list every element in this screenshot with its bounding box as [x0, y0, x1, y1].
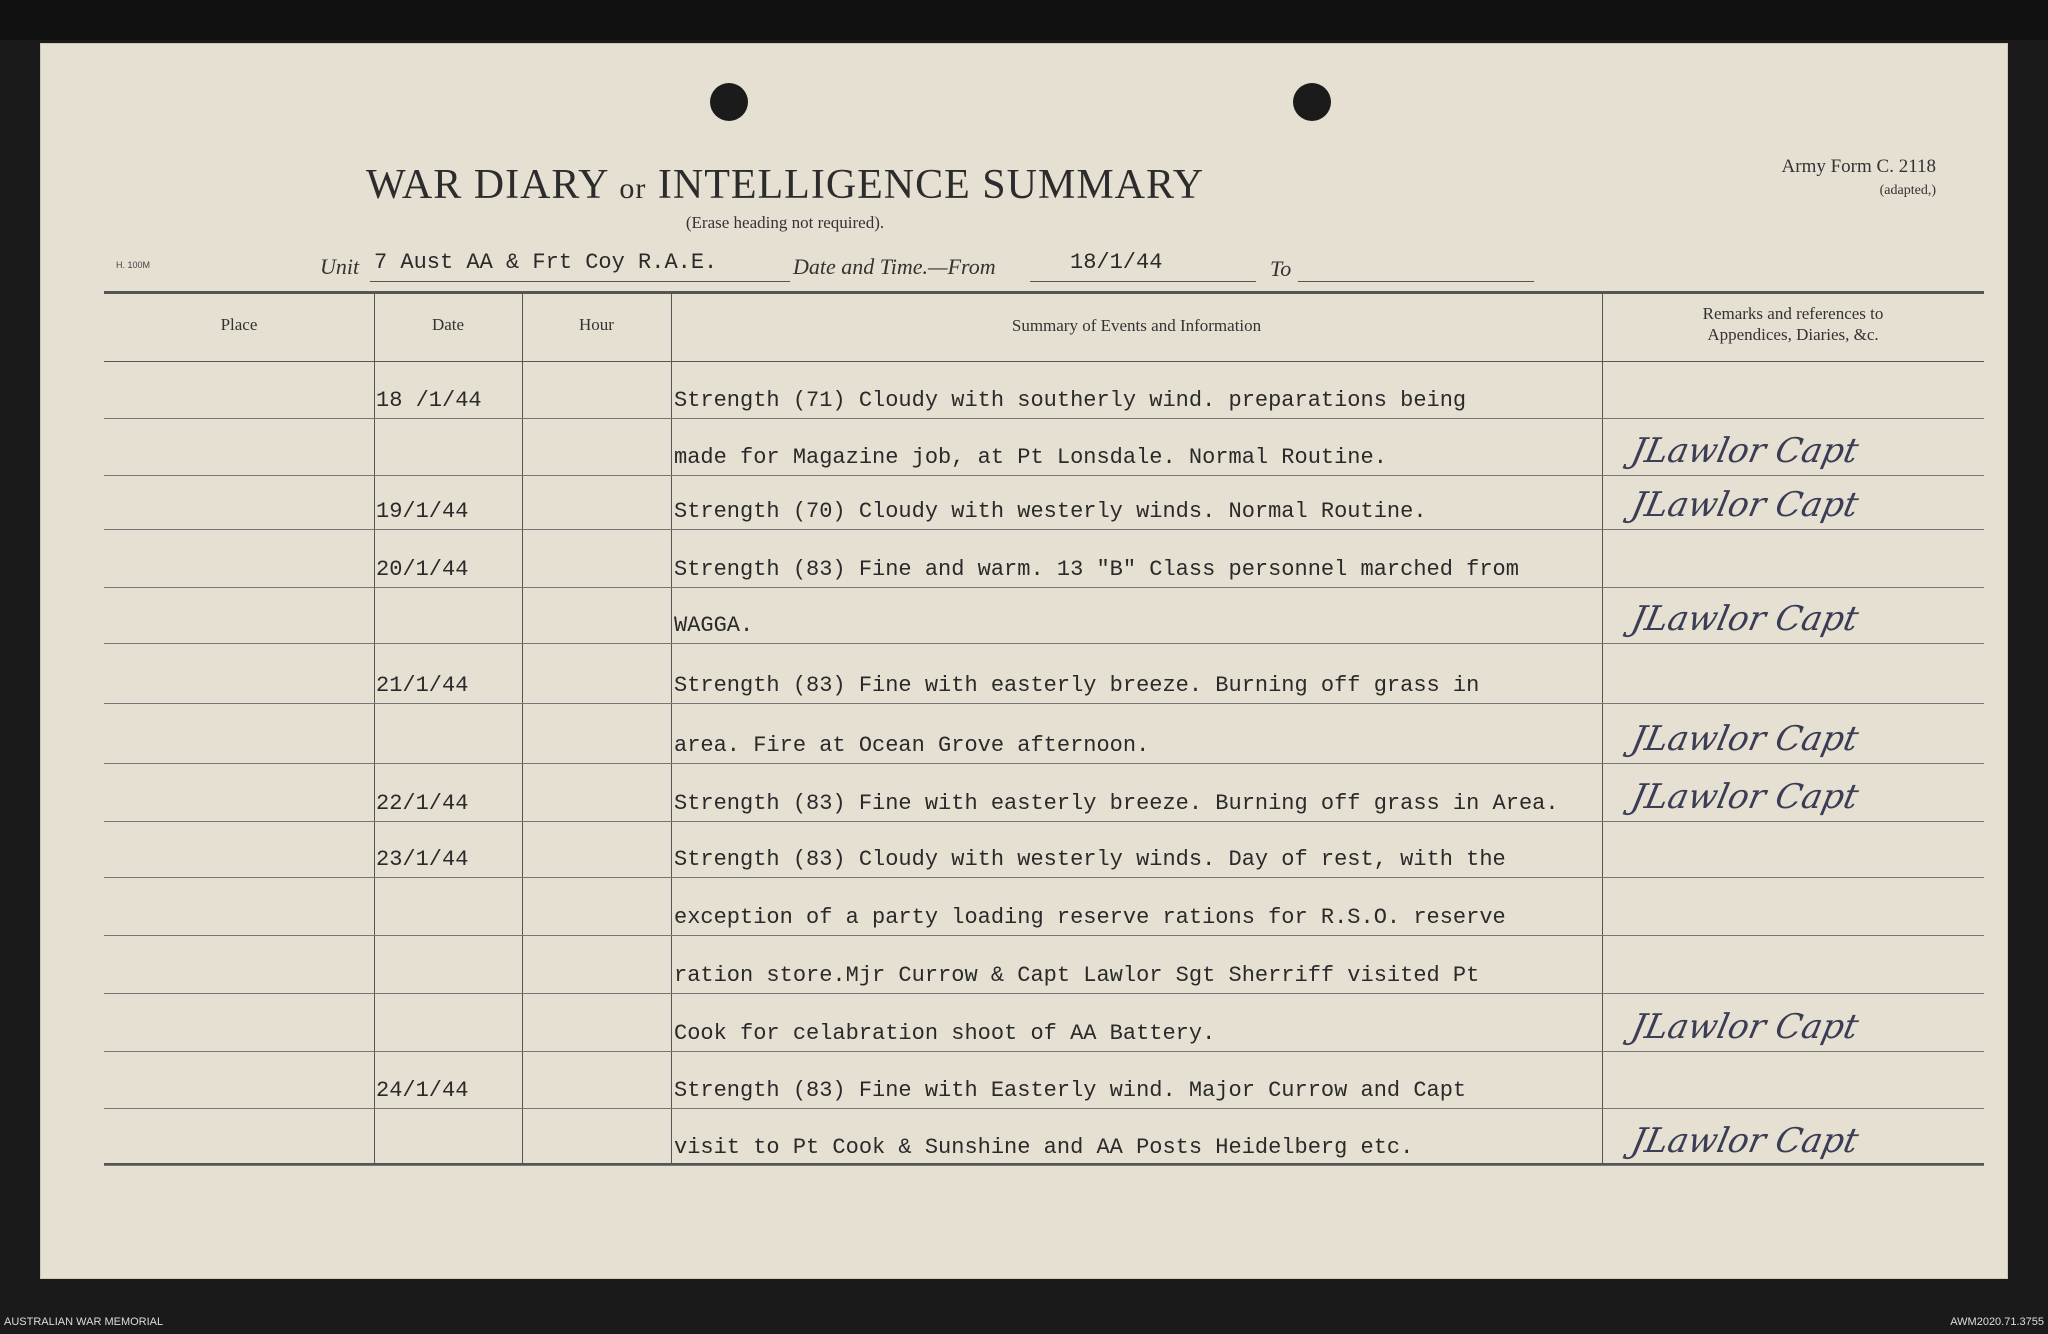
row-rule: [104, 935, 1984, 936]
unit-value: 7 Aust AA & Frt Coy R.A.E.: [374, 250, 718, 275]
col-divider-place: [374, 293, 375, 1163]
row-rule: [104, 993, 1984, 994]
row-rule: [104, 821, 1984, 822]
row-summary: WAGGA.: [674, 613, 754, 638]
row-date: 21/1/44: [376, 673, 469, 698]
row-date: 20/1/44: [376, 557, 469, 582]
row-rule: [104, 418, 1984, 419]
row-date: 18 /1/44: [376, 388, 482, 413]
army-form-label: [1782, 155, 1936, 203]
row-rule: [104, 763, 1984, 764]
row-signature: JLawlor Capt: [1627, 599, 1862, 639]
row-summary: made for Magazine job, at Pt Lonsdale. Normal Routine.: [674, 445, 1387, 470]
row-summary: area. Fire at Ocean Grove afternoon.: [674, 733, 1150, 758]
header-summary: Summary of Events and Information: [1011, 316, 1262, 335]
row-signature: JLawlor Capt: [1627, 1007, 1862, 1047]
row-summary: Strength (83) Fine with easterly breeze. Burning off grass in Area.: [674, 791, 1559, 816]
to-label: To: [1270, 256, 1292, 281]
row-summary: Cook for celabration shoot of AA Battery.: [674, 1021, 1216, 1046]
col-divider-summary: [1602, 293, 1603, 1163]
date-from-value: 18/1/44: [1070, 250, 1163, 275]
footer-right: AWM2020.71.3755: [1950, 1316, 2044, 1328]
date-underline: [1030, 281, 1256, 282]
row-summary: Strength (71) Cloudy with southerly wind. preparations being: [674, 388, 1467, 413]
header-remarks-line1: Remarks and references to: [1702, 304, 1884, 323]
subtitle: (Erase heading not required).: [685, 213, 885, 232]
row-rule: [104, 587, 1984, 588]
row-rule: [104, 1108, 1984, 1109]
row-summary: Strength (83) Fine and warm. 13 "B" Class personnel marched from: [674, 557, 1519, 582]
row-signature: JLawlor Capt: [1627, 1121, 1862, 1161]
row-rule: [104, 1051, 1984, 1052]
punch-hole-left: [710, 83, 748, 121]
diary-sheet: [40, 43, 2008, 1279]
row-date: 19/1/44: [376, 499, 469, 524]
row-summary: Strength (70) Cloudy with westerly winds. Normal Routine.: [674, 499, 1427, 524]
unit-label: Unit: [320, 254, 360, 279]
table-top-rule: [104, 291, 1984, 294]
row-signature: JLawlor Capt: [1627, 777, 1862, 817]
row-rule: [104, 643, 1984, 644]
row-signature: JLawlor Capt: [1627, 431, 1862, 471]
header-remarks-line2: Appendices, Diaries, &c.: [1707, 325, 1879, 344]
row-signature: JLawlor Capt: [1627, 719, 1862, 759]
title-or: or: [619, 172, 647, 205]
col-divider-hour: [671, 293, 672, 1163]
date-label: Date and Time.—From: [793, 254, 996, 279]
row-summary: ration store.Mjr Currow & Capt Lawlor Sgt Sherriff visited Pt: [674, 963, 1480, 988]
row-summary: Strength (83) Fine with easterly breeze. Burning off grass in: [674, 673, 1480, 698]
army-form-note: (adapted,): [1879, 183, 1936, 198]
top-bar: [0, 0, 2048, 40]
to-underline: [1298, 281, 1534, 282]
col-divider-date: [522, 293, 523, 1163]
punch-hole-right: [1293, 83, 1331, 121]
row-date: 23/1/44: [376, 847, 469, 872]
footer-left: AUSTRALIAN WAR MEMORIAL: [4, 1316, 164, 1328]
row-summary: visit to Pt Cook & Sunshine and AA Posts Heidelberg etc.: [674, 1135, 1414, 1160]
row-rule: [104, 1165, 1984, 1166]
row-summary: Strength (83) Fine with Easterly wind. Major Currow and Capt: [674, 1078, 1467, 1103]
row-date: 22/1/44: [376, 791, 469, 816]
row-signature: JLawlor Capt: [1627, 485, 1862, 525]
header-date: Date: [431, 315, 465, 334]
header-bottom-rule: [104, 361, 1984, 362]
row-rule: [104, 529, 1984, 530]
header-remarks: [1602, 303, 1984, 345]
row-summary: exception of a party loading reserve rations for R.S.O. reserve: [674, 905, 1506, 930]
header-hour: Hour: [579, 315, 614, 334]
form-mark: H. 100M: [116, 260, 151, 270]
unit-underline: [370, 281, 790, 282]
header-place: Place: [220, 315, 258, 334]
row-summary: Strength (83) Cloudy with westerly winds. Day of rest, with the: [674, 847, 1506, 872]
title-part1: WAR DIARY: [365, 162, 608, 208]
row-date: 24/1/44: [376, 1078, 469, 1103]
title-part2: INTELLIGENCE SUMMARY: [657, 162, 1205, 208]
row-rule: [104, 877, 1984, 878]
page-title: [40, 161, 1530, 209]
row-rule: [104, 475, 1984, 476]
army-form-number: Army Form C. 2118: [1781, 156, 1936, 177]
row-rule: [104, 703, 1984, 704]
